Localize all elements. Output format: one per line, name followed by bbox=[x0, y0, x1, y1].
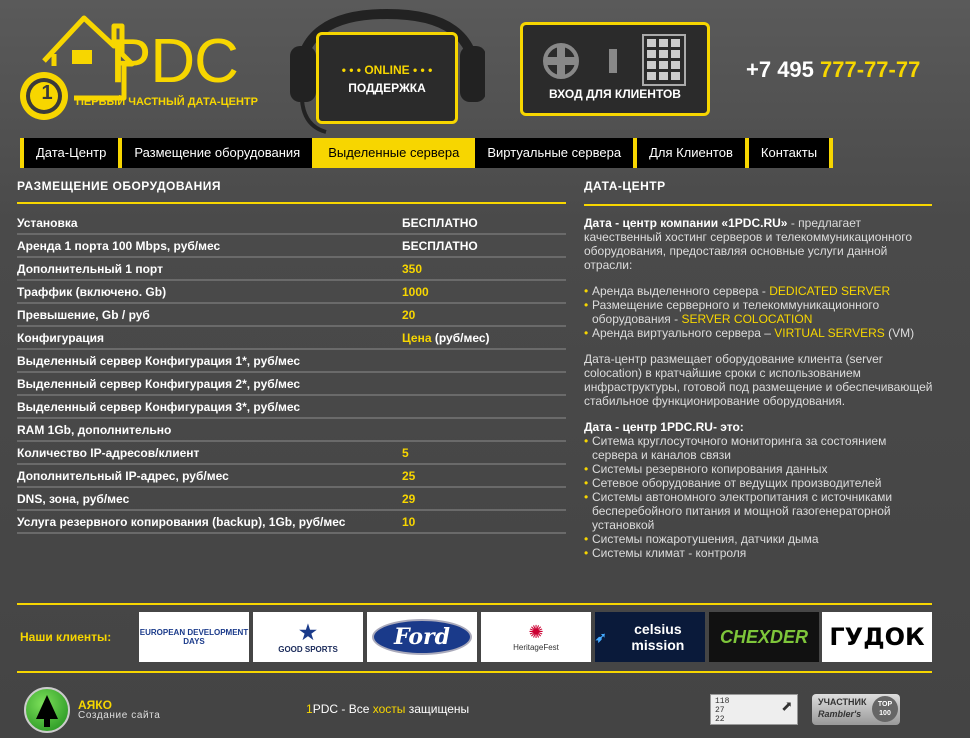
footer-company[interactable]: АЯКО bbox=[78, 698, 112, 712]
nav-for-clients[interactable]: Для Клиентов bbox=[633, 138, 745, 168]
table-row: Выделенный сервер Конфигурация 3*, руб/мес bbox=[17, 396, 566, 419]
phone-digits: 777-77-77 bbox=[820, 57, 921, 82]
client-login-label: ВХОД ДЛЯ КЛИЕНТОВ bbox=[549, 87, 681, 101]
features-list bbox=[584, 434, 934, 560]
rambler-top100-badge[interactable]: УЧАСТНИК Rambler's TOP 100 bbox=[812, 694, 900, 725]
price-table bbox=[17, 212, 566, 534]
brand-link[interactable]: 1PDC.RU bbox=[728, 216, 781, 230]
list-item: • Ситема круглосуточного мониторинга за состоянием сервера и каналов связи bbox=[584, 434, 934, 462]
service-link[interactable]: SERVER COLOCATION bbox=[681, 312, 813, 326]
list-item: • Сетевое оборудование от ведущих производителей bbox=[584, 476, 934, 490]
table-row: Дополнительный IP-адрес, руб/мес 25 bbox=[17, 465, 566, 488]
visit-counter[interactable]: 118 27 22 ⬈ bbox=[710, 694, 798, 725]
client-logo-chexder[interactable]: CHEXDER bbox=[709, 612, 819, 662]
table-row: Конфигурация Цена (руб/мес) bbox=[17, 327, 566, 350]
features-title: Дата - центр 1PDC.RU- это: bbox=[584, 420, 744, 434]
data-center-description bbox=[584, 216, 934, 560]
copyright: 1PDC - Все хосты защищены bbox=[306, 702, 470, 716]
client-logo-edd[interactable]: EUROPEAN DEVELOPMENT DAYS bbox=[139, 612, 249, 662]
swirl-icon: ✺ bbox=[528, 622, 544, 642]
table-row: Дополнительный 1 порт 350 bbox=[17, 258, 566, 281]
service-link[interactable]: VIRTUAL SERVERS bbox=[774, 326, 885, 340]
main-nav bbox=[20, 138, 833, 168]
phone-prefix: +7 495 bbox=[746, 57, 814, 82]
intro-paragraph: Дата - центр компании «1PDC.RU» - предлагает качественный хостинг серверов и телекоммуникационного оборудования, предоставляя основные услуги данной отрасли: bbox=[584, 216, 913, 272]
list-item: • Аренда виртуального сервера – VIRTUAL SERVERS (VM) bbox=[584, 326, 934, 340]
phone-number[interactable] bbox=[746, 57, 920, 83]
logo-number: 1 bbox=[41, 82, 53, 104]
tree-icon bbox=[26, 689, 68, 731]
nav-data-center[interactable]: Дата-Центр bbox=[20, 138, 118, 168]
table-row: Траффик (включено. Gb) 1000 bbox=[17, 281, 566, 304]
table-row: Выделенный сервер Конфигурация 1*, руб/мес bbox=[17, 350, 566, 373]
nav-virtual-servers[interactable]: Виртуальные сервера bbox=[471, 138, 633, 168]
section-divider bbox=[17, 202, 566, 204]
section-title-colocation: РАЗМЕЩЕНИЕ ОБОРУДОВАНИЯ bbox=[17, 179, 222, 193]
table-row: Аренда 1 порта 100 Mbps, руб/мес БЕСПЛАТНО bbox=[17, 235, 566, 258]
table-row: Количество IP-адресов/клиент 5 bbox=[17, 442, 566, 465]
logo-text: PDC bbox=[110, 27, 238, 96]
support-online-label: • • • ONLINE • • • bbox=[341, 63, 433, 77]
client-logo-ford[interactable]: Ford bbox=[367, 612, 477, 662]
list-item: • Аренда выделенного сервера - DEDICATED SERVER bbox=[584, 284, 934, 298]
table-row: Услуга резервного копирования (backup), 1Gb, руб/мес 10 bbox=[17, 511, 566, 534]
arrow-icon: ⬈ bbox=[780, 697, 793, 720]
ayako-logo[interactable] bbox=[24, 687, 70, 733]
section-title-data-center: ДАТА-ЦЕНТР bbox=[584, 179, 666, 193]
list-item: • Размещение серверного и телекоммуникационного оборудования - SERVER COLOCATION bbox=[584, 298, 934, 326]
price-header-label: Цена bbox=[402, 330, 432, 345]
table-row: Выделенный сервер Конфигурация 2*, руб/мес bbox=[17, 373, 566, 396]
list-item: • Системы климат - контроля bbox=[584, 546, 934, 560]
safe-icon bbox=[531, 31, 701, 91]
footer-company-sub: Создание сайта bbox=[78, 710, 161, 721]
support-label: ПОДДЕРЖКА bbox=[348, 81, 426, 95]
online-support-button[interactable] bbox=[290, 8, 485, 138]
table-row: RAM 1Gb, дополнительно bbox=[17, 419, 566, 442]
nav-dedicated-servers[interactable]: Выделенные сервера bbox=[312, 138, 471, 168]
client-logo-heritagefest[interactable]: ✺ HeritageFest bbox=[481, 612, 591, 662]
list-item: • Системы пожаротушения, датчики дыма bbox=[584, 532, 934, 546]
clients-divider-bottom bbox=[17, 671, 932, 673]
price-header-suffix: (руб/мес) bbox=[431, 330, 490, 345]
client-logo-celsius[interactable]: ➶ celsius mission bbox=[595, 612, 705, 662]
client-login-button[interactable] bbox=[520, 22, 710, 116]
colocation-paragraph: Дата-центр размещает оборудование клиента (server colocation) в кратчайшие сроки с использованием инфраструктуры, готовой под размещение и обеспечивающей стабильное функционирование оборудования. bbox=[584, 352, 933, 408]
arrow-icon: ➶ bbox=[595, 628, 607, 645]
nav-contacts[interactable]: Контакты bbox=[745, 138, 833, 168]
logo-subtitle: ПЕРВЫЙ ЧАСТНЫЙ ДАТА-ЦЕНТР bbox=[76, 96, 258, 108]
services-list bbox=[584, 284, 934, 340]
star-icon: ★ bbox=[299, 622, 317, 644]
section-divider bbox=[584, 204, 932, 206]
list-item: • Системы автономного электропитания с источниками бесперебойного питания и мощной газогенераторной установкой bbox=[584, 490, 934, 532]
nav-colocation[interactable]: Размещение оборудования bbox=[118, 138, 312, 168]
list-item: • Системы резервного копирования данных bbox=[584, 462, 934, 476]
table-row: Установка БЕСПЛАТНО bbox=[17, 212, 566, 235]
table-row: DNS, зона, руб/мес 29 bbox=[17, 488, 566, 511]
service-link[interactable]: DEDICATED SERVER bbox=[769, 284, 891, 298]
client-logo-gudok[interactable]: ГУДОК bbox=[822, 612, 932, 662]
clients-divider-top bbox=[17, 603, 932, 605]
client-logo-good-sports[interactable]: ★ GOOD SPORTS bbox=[253, 612, 363, 662]
clients-label: Наши клиенты: bbox=[20, 630, 112, 644]
table-row: Превышение, Gb / руб 20 bbox=[17, 304, 566, 327]
